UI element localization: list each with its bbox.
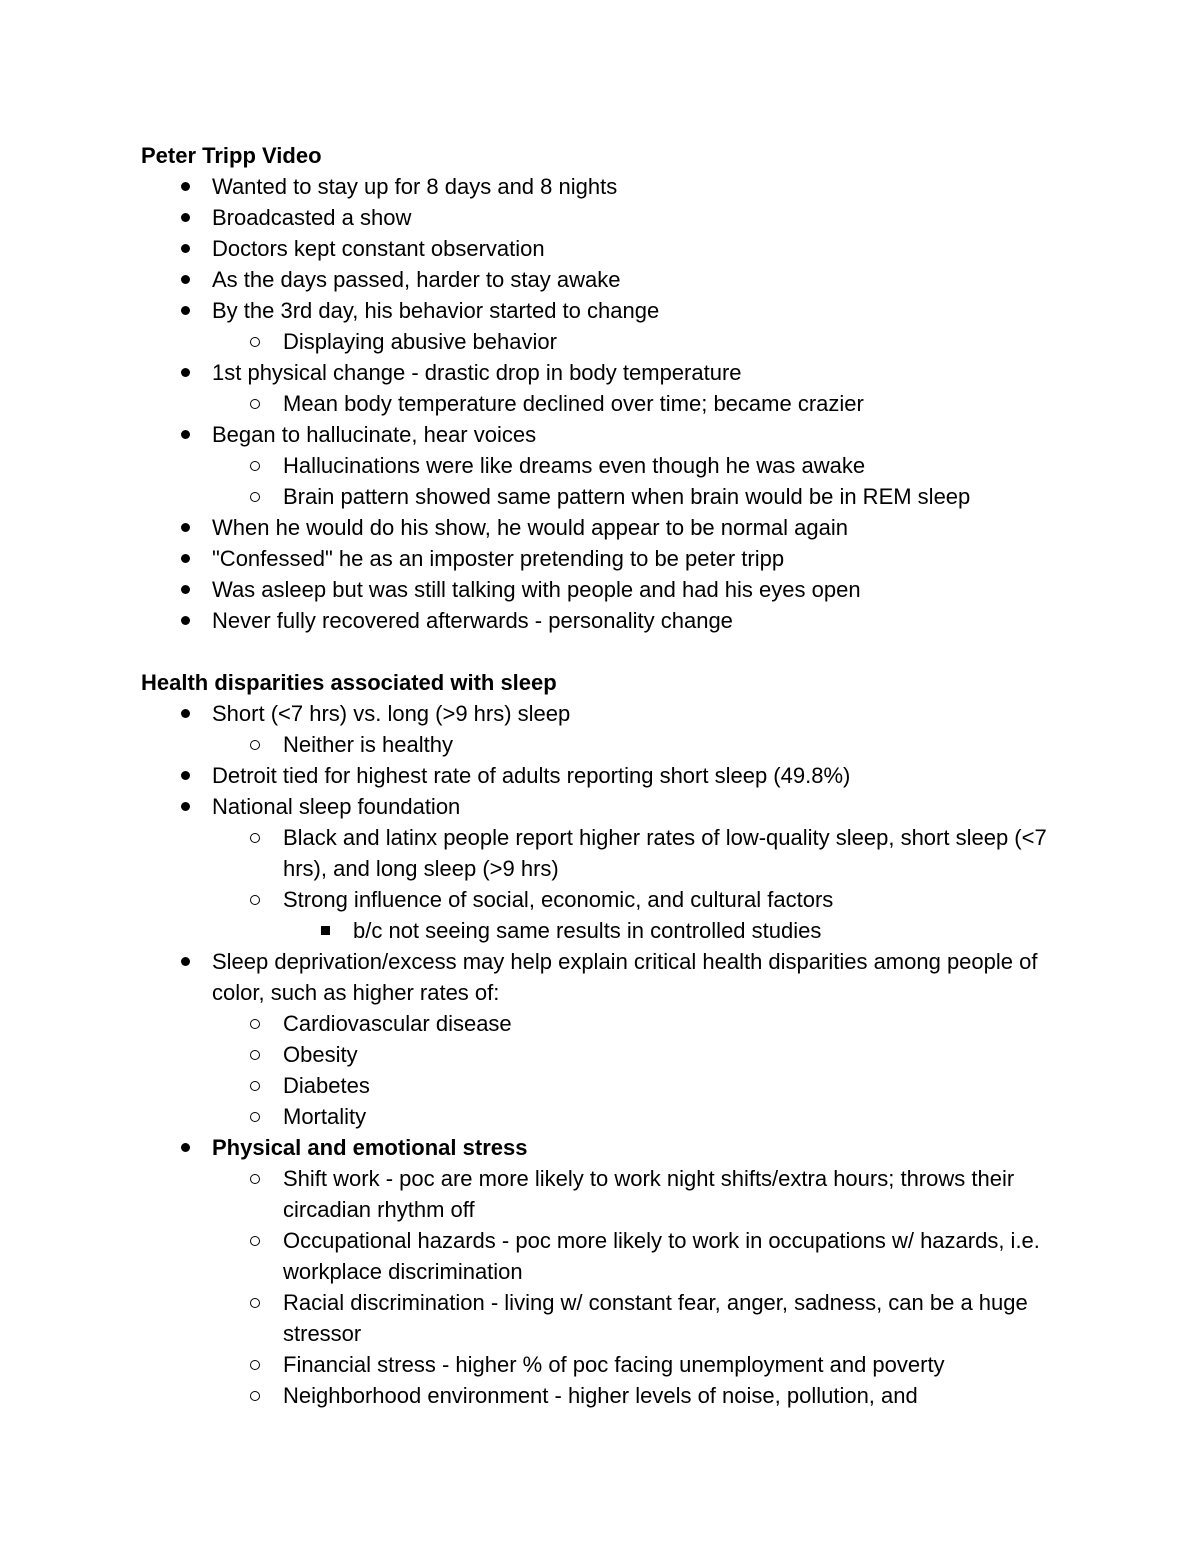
disc-bullet-icon bbox=[177, 760, 193, 791]
list-item-text: Broadcasted a show bbox=[212, 205, 412, 230]
list-item bbox=[141, 512, 1081, 543]
list-item-text: Occupational hazards - poc more likely to work in occupations w/ hazards, i.e. workplace discrimination bbox=[283, 1228, 1040, 1284]
circle-bullet-icon bbox=[247, 1225, 263, 1256]
list-item bbox=[141, 481, 1081, 512]
circle-bullet-icon bbox=[247, 1380, 263, 1411]
list-item-text: Mean body temperature declined over time; became crazier bbox=[283, 391, 864, 416]
list-item bbox=[141, 357, 1081, 388]
circle-bullet-icon bbox=[247, 1163, 263, 1194]
circle-bullet-icon bbox=[247, 1070, 263, 1101]
list-item-text: Brain pattern showed same pattern when brain would be in REM sleep bbox=[283, 484, 971, 509]
list-item bbox=[141, 1101, 1081, 1132]
circle-bullet-icon bbox=[247, 822, 263, 853]
list-item bbox=[141, 884, 1081, 915]
list-item-text: Short (<7 hrs) vs. long (>9 hrs) sleep bbox=[212, 701, 571, 726]
list-item-text: Black and latinx people report higher rates of low-quality sleep, short sleep (<7 hrs), and long sleep (>9 hrs) bbox=[283, 825, 1047, 881]
list-item bbox=[141, 1132, 1081, 1163]
list-item bbox=[141, 1349, 1081, 1380]
list-item-text: 1st physical change - drastic drop in body temperature bbox=[212, 360, 742, 385]
list-item-text: Displaying abusive behavior bbox=[283, 329, 557, 354]
list-item bbox=[141, 450, 1081, 481]
disc-bullet-icon bbox=[177, 357, 193, 388]
list-item-text: Obesity bbox=[283, 1042, 358, 1067]
list-item-text: "Confessed" he as an imposter pretending to be peter tripp bbox=[212, 546, 785, 571]
circle-bullet-icon bbox=[247, 1008, 263, 1039]
list-item-text: Racial discrimination - living w/ constant fear, anger, sadness, can be a huge stressor bbox=[283, 1290, 1028, 1346]
list-item-text: b/c not seeing same results in controlled studies bbox=[353, 918, 822, 943]
list-item bbox=[141, 1163, 1081, 1225]
list-item-text: Was asleep but was still talking with people and had his eyes open bbox=[212, 577, 861, 602]
section-heading: Health disparities associated with sleep bbox=[141, 670, 557, 695]
disc-bullet-icon bbox=[177, 171, 193, 202]
list-item-text: Strong influence of social, economic, and cultural factors bbox=[283, 887, 834, 912]
disc-bullet-icon bbox=[177, 1132, 193, 1163]
list-item-text: Began to hallucinate, hear voices bbox=[212, 422, 537, 447]
list-item-text: Sleep deprivation/excess may help explain critical health disparities among people of color, such as higher rates of: bbox=[212, 949, 1038, 1005]
list-item bbox=[141, 729, 1081, 760]
list-item bbox=[141, 543, 1081, 574]
list-item-text: Doctors kept constant observation bbox=[212, 236, 545, 261]
list-item bbox=[141, 202, 1081, 233]
disc-bullet-icon bbox=[177, 605, 193, 636]
list-item-text: When he would do his show, he would appear to be normal again bbox=[212, 515, 848, 540]
section-heading: Peter Tripp Video bbox=[141, 143, 322, 168]
disc-bullet-icon bbox=[177, 574, 193, 605]
disc-bullet-icon bbox=[177, 264, 193, 295]
list-item bbox=[141, 1070, 1081, 1101]
disc-bullet-icon bbox=[177, 295, 193, 326]
circle-bullet-icon bbox=[247, 884, 263, 915]
disc-bullet-icon bbox=[177, 791, 193, 822]
circle-bullet-icon bbox=[247, 1287, 263, 1318]
list-item bbox=[141, 1008, 1081, 1039]
list-item bbox=[141, 760, 1081, 791]
list-item-text: Wanted to stay up for 8 days and 8 nights bbox=[212, 174, 618, 199]
circle-bullet-icon bbox=[247, 326, 263, 357]
circle-bullet-icon bbox=[247, 1039, 263, 1070]
list-item-text: Neither is healthy bbox=[283, 732, 453, 757]
list-item bbox=[141, 388, 1081, 419]
list-item-text: Diabetes bbox=[283, 1073, 370, 1098]
list-item bbox=[141, 1039, 1081, 1070]
list-item-text: As the days passed, harder to stay awake bbox=[212, 267, 621, 292]
circle-bullet-icon bbox=[247, 1101, 263, 1132]
disc-bullet-icon bbox=[177, 512, 193, 543]
list-item bbox=[141, 822, 1081, 884]
list-item bbox=[141, 791, 1081, 822]
circle-bullet-icon bbox=[247, 481, 263, 512]
list-item bbox=[141, 1287, 1081, 1349]
list-item-text: National sleep foundation bbox=[212, 794, 461, 819]
list-item-text: Detroit tied for highest rate of adults reporting short sleep (49.8%) bbox=[212, 763, 851, 788]
list-item-text: Neighborhood environment - higher levels of noise, pollution, and bbox=[283, 1383, 918, 1408]
list-item-text: Cardiovascular disease bbox=[283, 1011, 512, 1036]
list-item bbox=[141, 326, 1081, 357]
circle-bullet-icon bbox=[247, 1349, 263, 1380]
list-item bbox=[141, 295, 1081, 326]
list-item bbox=[141, 233, 1081, 264]
list-item bbox=[141, 1380, 1081, 1411]
list-item bbox=[141, 915, 1081, 946]
list-item-text: Mortality bbox=[283, 1104, 367, 1129]
list-item bbox=[141, 946, 1081, 1008]
disc-bullet-icon bbox=[177, 543, 193, 574]
document-body bbox=[141, 140, 1081, 1411]
list-item bbox=[141, 419, 1081, 450]
circle-bullet-icon bbox=[247, 388, 263, 419]
circle-bullet-icon bbox=[247, 450, 263, 481]
list-item-text: Physical and emotional stress bbox=[212, 1135, 528, 1160]
list-item-text: Financial stress - higher % of poc facing unemployment and poverty bbox=[283, 1352, 945, 1377]
list-item-text: Shift work - poc are more likely to work night shifts/extra hours; throws their circadian rhythm off bbox=[283, 1166, 1015, 1222]
list-item-text: By the 3rd day, his behavior started to change bbox=[212, 298, 660, 323]
disc-bullet-icon bbox=[177, 946, 193, 977]
list-item bbox=[141, 264, 1081, 295]
section-spacer bbox=[141, 636, 1081, 667]
list-item-text: Never fully recovered afterwards - personality change bbox=[212, 608, 733, 633]
disc-bullet-icon bbox=[177, 202, 193, 233]
square-bullet-icon bbox=[317, 915, 333, 946]
disc-bullet-icon bbox=[177, 698, 193, 729]
list-item bbox=[141, 1225, 1081, 1287]
disc-bullet-icon bbox=[177, 233, 193, 264]
list-item bbox=[141, 605, 1081, 636]
circle-bullet-icon bbox=[247, 729, 263, 760]
list-item-text: Hallucinations were like dreams even though he was awake bbox=[283, 453, 866, 478]
list-item bbox=[141, 574, 1081, 605]
list-item bbox=[141, 171, 1081, 202]
disc-bullet-icon bbox=[177, 419, 193, 450]
list-item bbox=[141, 698, 1081, 729]
